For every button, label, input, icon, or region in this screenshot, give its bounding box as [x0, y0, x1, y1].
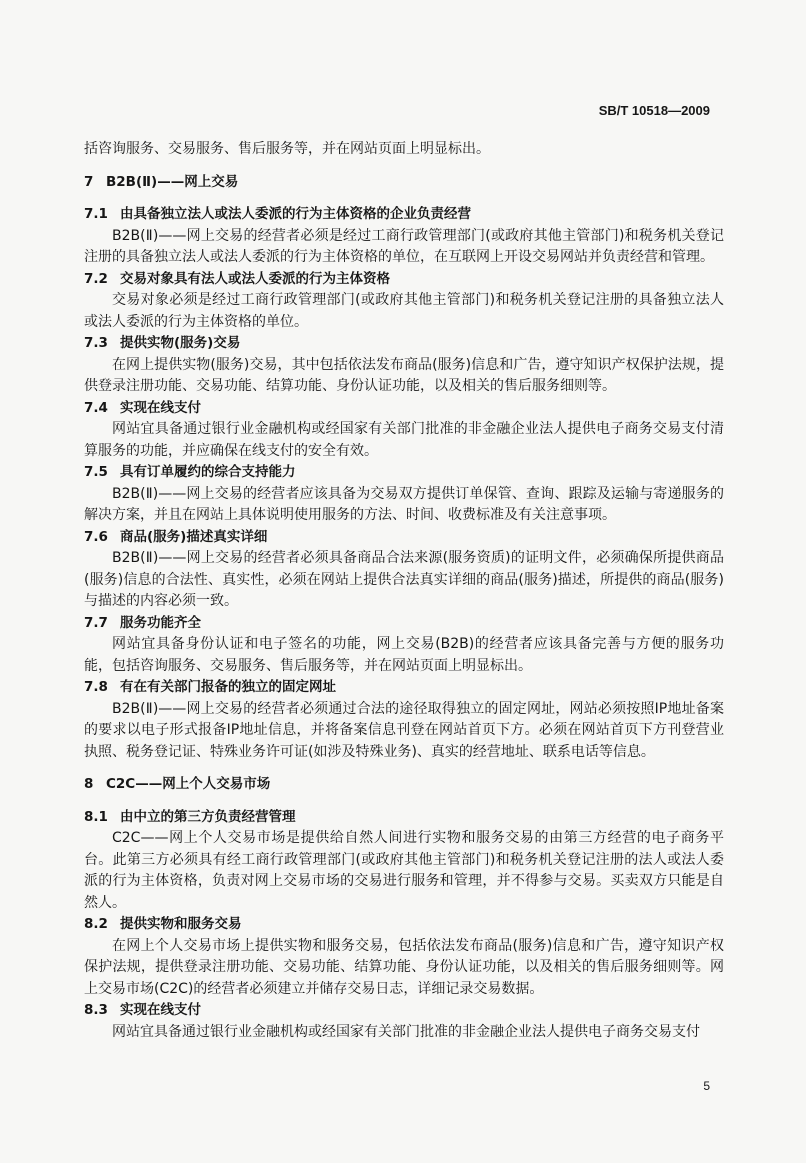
section-heading-7 — [84, 172, 724, 194]
subsection-number: 7.2 — [84, 270, 108, 287]
subsection-title: 服务功能齐全 — [120, 614, 201, 631]
continued-paragraph: 括咨询服务、交易服务、售后服务等，并在网站页面上明显标出。 — [84, 141, 490, 157]
section-number: 8 — [84, 776, 94, 792]
section-title: C2C——网上个人交易市场 — [106, 776, 271, 792]
subsection-heading-7-1 — [84, 204, 724, 226]
paragraph-7-8: B2B(Ⅱ)——网上交易的经营者必须通过合法的途径取得独立的固定网址，网站必须按照IP地址备案的要求以电子形式报备IP地址信息，并将备案信息刊登在网站首页下方。必须在网站首页下方刊登营业执照、税务登记证、特殊业务许可证(如涉及特殊业务)、真实的经营地址、联系电话等信息。 — [84, 700, 724, 760]
subsection-title: 提供实物和服务交易 — [120, 916, 242, 932]
subsection-heading-7-8 — [84, 677, 724, 699]
subsection-number: 7.7 — [84, 614, 108, 631]
paragraph-7-5: B2B(Ⅱ)——网上交易的经营者应该具备为交易双方提供订单保管、查询、跟踪及运输与寄递服务的解决方案，并且在网站上具体说明使用服务的方法、时间、收费标准及有关注意事项。 — [84, 485, 724, 523]
subsection-number: 7.4 — [84, 399, 108, 416]
paragraph-7-4: 网站宜具备通过银行业金融机构或经国家有关部门批准的非金融企业法人提供电子商务交易支付清算服务的功能，并应确保在线支付的安全有效。 — [84, 421, 724, 459]
subsection-heading-7-6 — [84, 527, 724, 549]
section-title: B2B(Ⅱ)——网上交易 — [106, 173, 239, 190]
subsection-title: 由具备独立法人或法人委派的行为主体资格的企业负责经营 — [120, 206, 471, 222]
page-number: 5 — [703, 1079, 710, 1093]
paragraph-8-3: 网站宜具备通过银行业金融机构或经国家有关部门批准的非金融企业法人提供电子商务交易支付 — [112, 1023, 700, 1040]
paragraph-7-3: 在网上提供实物(服务)交易，其中包括依法发布商品(服务)信息和广告，遵守知识产权保护法规，提供登录注册功能、交易功能、结算功能、身份认证功能，以及相关的售后服务细则等。 — [84, 356, 724, 394]
paragraph-7-6: B2B(Ⅱ)——网上交易的经营者必须具备商品合法来源(服务资质)的证明文件，必须确保所提供商品(服务)信息的合法性、真实性，必须在网站上提供合法真实详细的商品(服务)描述，所提供的商品(服务)与描述的内容必须一致。 — [84, 550, 724, 609]
standard-code: SB/T 10518—2009 — [598, 103, 710, 118]
subsection-heading-8-1 — [84, 807, 724, 829]
page-content — [84, 139, 724, 1043]
section-heading-8 — [84, 774, 724, 796]
paragraph-7-7: 网站宜具备身份认证和电子签名的功能，网上交易(B2B)的经营者应该具备完善与方便的服务功能，包括咨询服务、交易服务、售后服务等，并在网站页面上明显标出。 — [84, 636, 724, 674]
subsection-title: 实现在线支付 — [120, 1002, 201, 1018]
subsection-number: 7.3 — [84, 335, 108, 351]
paragraph-8-2: 在网上个人交易市场上提供实物和服务交易，包括依法发布商品(服务)信息和广告，遵守知识产权保护法规，提供登录注册功能、交易功能、结算功能、身份认证功能，以及相关的售后服务细则等。网上交易市场(C2C)的经营者必须建立并储存交易日志，详细记录交易数据。 — [84, 937, 724, 997]
subsection-title: 提供实物(服务)交易 — [120, 335, 241, 351]
subsection-title: 有在有关部门报备的独立的固定网址 — [120, 679, 336, 695]
subsection-title: 由中立的第三方负责经营管理 — [120, 808, 296, 825]
subsection-heading-7-5 — [84, 462, 724, 484]
paragraph-7-1: B2B(Ⅱ)——网上交易的经营者必须是经过工商行政管理部门(或政府其他主管部门)和税务机关登记注册的具备独立法人或法人委派的行为主体资格的单位，在互联网上开设交易网站并负责经营和管理。 — [84, 227, 724, 265]
subsection-heading-7-7 — [84, 613, 724, 635]
subsection-heading-7-3 — [84, 333, 724, 355]
subsection-number: 8.3 — [84, 1002, 108, 1018]
subsection-title: 交易对象具有法人或法人委派的行为主体资格 — [120, 270, 390, 287]
paragraph-7-2: 交易对象必须是经过工商行政管理部门(或政府其他主管部门)和税务机关登记注册的具备独立法人或法人委派的行为主体资格的单位。 — [84, 292, 724, 330]
subsection-title: 具有订单履约的综合支持能力 — [120, 464, 296, 480]
subsection-heading-7-2 — [84, 269, 724, 291]
paragraph-8-1: C2C——网上个人交易市场是提供给自然人间进行实物和服务交易的由第三方经营的电子商务平台。此第三方必须具有经工商行政管理部门(或政府其他主管部门)和税务机关登记注册的法人或法人委派的行为主体资格，负责对网上交易市场的交易进行服务和管理，并不得参与交易。买卖双方只能是自然人。 — [84, 830, 724, 911]
subsection-number: 8.1 — [84, 808, 108, 825]
subsection-heading-7-4 — [84, 398, 724, 420]
subsection-number: 7.5 — [84, 464, 108, 480]
subsection-heading-8-3 — [84, 1000, 724, 1022]
subsection-number: 7.1 — [84, 206, 108, 222]
subsection-title: 实现在线支付 — [120, 399, 201, 416]
subsection-number: 7.6 — [84, 528, 108, 545]
subsection-number: 7.8 — [84, 679, 108, 695]
section-number: 7 — [84, 173, 94, 190]
subsection-title: 商品(服务)描述真实详细 — [120, 528, 268, 545]
subsection-heading-8-2 — [84, 914, 724, 936]
subsection-number: 8.2 — [84, 916, 108, 932]
